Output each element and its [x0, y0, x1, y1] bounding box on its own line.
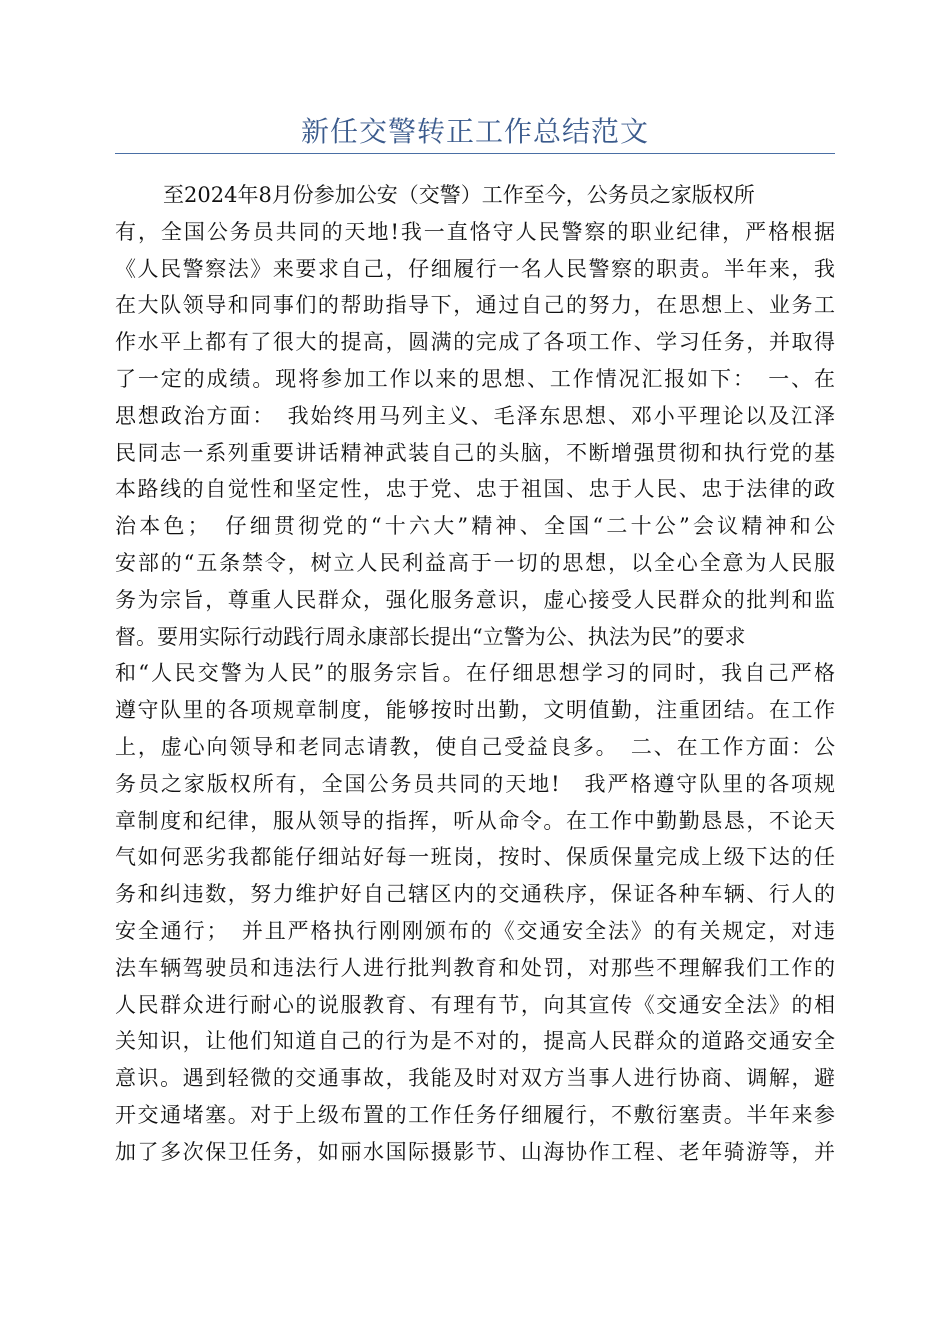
body-text-line: 治本色； 仔细贯彻党的“十六大”精神、全国“二十公”会议精神和公: [115, 514, 835, 539]
body-text-line: 安部的“五条禁令，树立人民利益高于一切的思想，以全心全意为人民服: [115, 550, 835, 575]
document-title: 新任交警转正工作总结范文: [300, 115, 649, 148]
body-text-line: 章制度和纪律，服从领导的指挥，听从命令。在工作中勤勤恳恳，不论天: [115, 808, 835, 833]
body-text-line: 本路线的自觉性和坚定性，忠于党、忠于祖国、忠于人民、忠于法律的政: [115, 477, 835, 502]
body-text-line: 至2024年8月份参加公安（交警）工作至今，公务员之家版权所: [163, 183, 755, 207]
body-text-line: 督。要用实际行动践行周永康部长提出“立警为公、执法为民”的要求: [115, 624, 746, 649]
body-text-line: 遵守队里的各项规章制度，能够按时出勤，文明值勤，注重团结。在工作: [115, 698, 835, 723]
body-text-line: 加了多次保卫任务，如丽水国际摄影节、山海协作工程、老年骑游等，并: [115, 1139, 835, 1164]
body-text-line: 《人民警察法》来要求自己，仔细履行一名人民警察的职责。半年来，我: [115, 256, 835, 281]
body-text-line: 和“人民交警为人民”的服务宗旨。在仔细思想学习的同时，我自己严格: [115, 661, 835, 686]
body-text-line: 上，虚心向领导和老同志请教，使自己受益良多。 二、在工作方面：公: [115, 734, 835, 759]
body-text-line: 在大队领导和同事们的帮助指导下，通过自己的努力，在思想上、业务工: [115, 293, 835, 318]
body-text-line: 作水平上都有了很大的提高，圆满的完成了各项工作、学习任务，并取得: [115, 330, 835, 355]
body-text-line: 务员之家版权所有，全国公务员共同的天地! 我严格遵守队里的各项规: [115, 771, 835, 796]
body-text-line: 关知识，让他们知道自己的行为是不对的，提高人民群众的道路交通安全: [115, 1029, 835, 1054]
body-text-line: 务为宗旨，尊重人民群众，强化服务意识，虚心接受人民群众的批判和监: [115, 587, 835, 612]
document-body: [115, 177, 835, 1171]
body-text-line: 了一定的成绩。现将参加工作以来的思想、工作情况汇报如下： 一、在: [115, 366, 835, 391]
body-text-line: 人民群众进行耐心的说服教育、有理有节，向其宣传《交通安全法》的相: [115, 992, 835, 1017]
title-underline: [115, 153, 835, 154]
body-text-line: 思想政治方面： 我始终用马列主义、毛泽东思想、邓小平理论以及江泽: [115, 403, 835, 428]
body-text-line: 气如何恶劣我都能仔细站好每一班岗，按时、保质保量完成上级下达的任: [115, 845, 835, 870]
body-text-line: 法车辆驾驶员和违法行人进行批判教育和处罚，对那些不理解我们工作的: [115, 955, 835, 980]
body-text-line: 开交通堵塞。对于上级布置的工作任务仔细履行，不敷衍塞责。半年来参: [115, 1102, 835, 1127]
body-text-line: 民同志一系列重要讲话精神武装自己的头脑，不断增强贯彻和执行党的基: [115, 440, 835, 465]
body-text-line: 意识。遇到轻微的交通事故，我能及时对双方当事人进行协商、调解，避: [115, 1066, 835, 1091]
body-text-line: 务和纠违数，努力维护好自己辖区内的交通秩序，保证各种车辆、行人的: [115, 882, 835, 907]
body-text-line: 有，全国公务员共同的天地!我一直恪守人民警察的职业纪律，严格根据: [115, 219, 835, 244]
body-text-line: 安全通行； 并且严格执行刚刚颁布的《交通安全法》的有关规定，对违: [115, 918, 835, 943]
